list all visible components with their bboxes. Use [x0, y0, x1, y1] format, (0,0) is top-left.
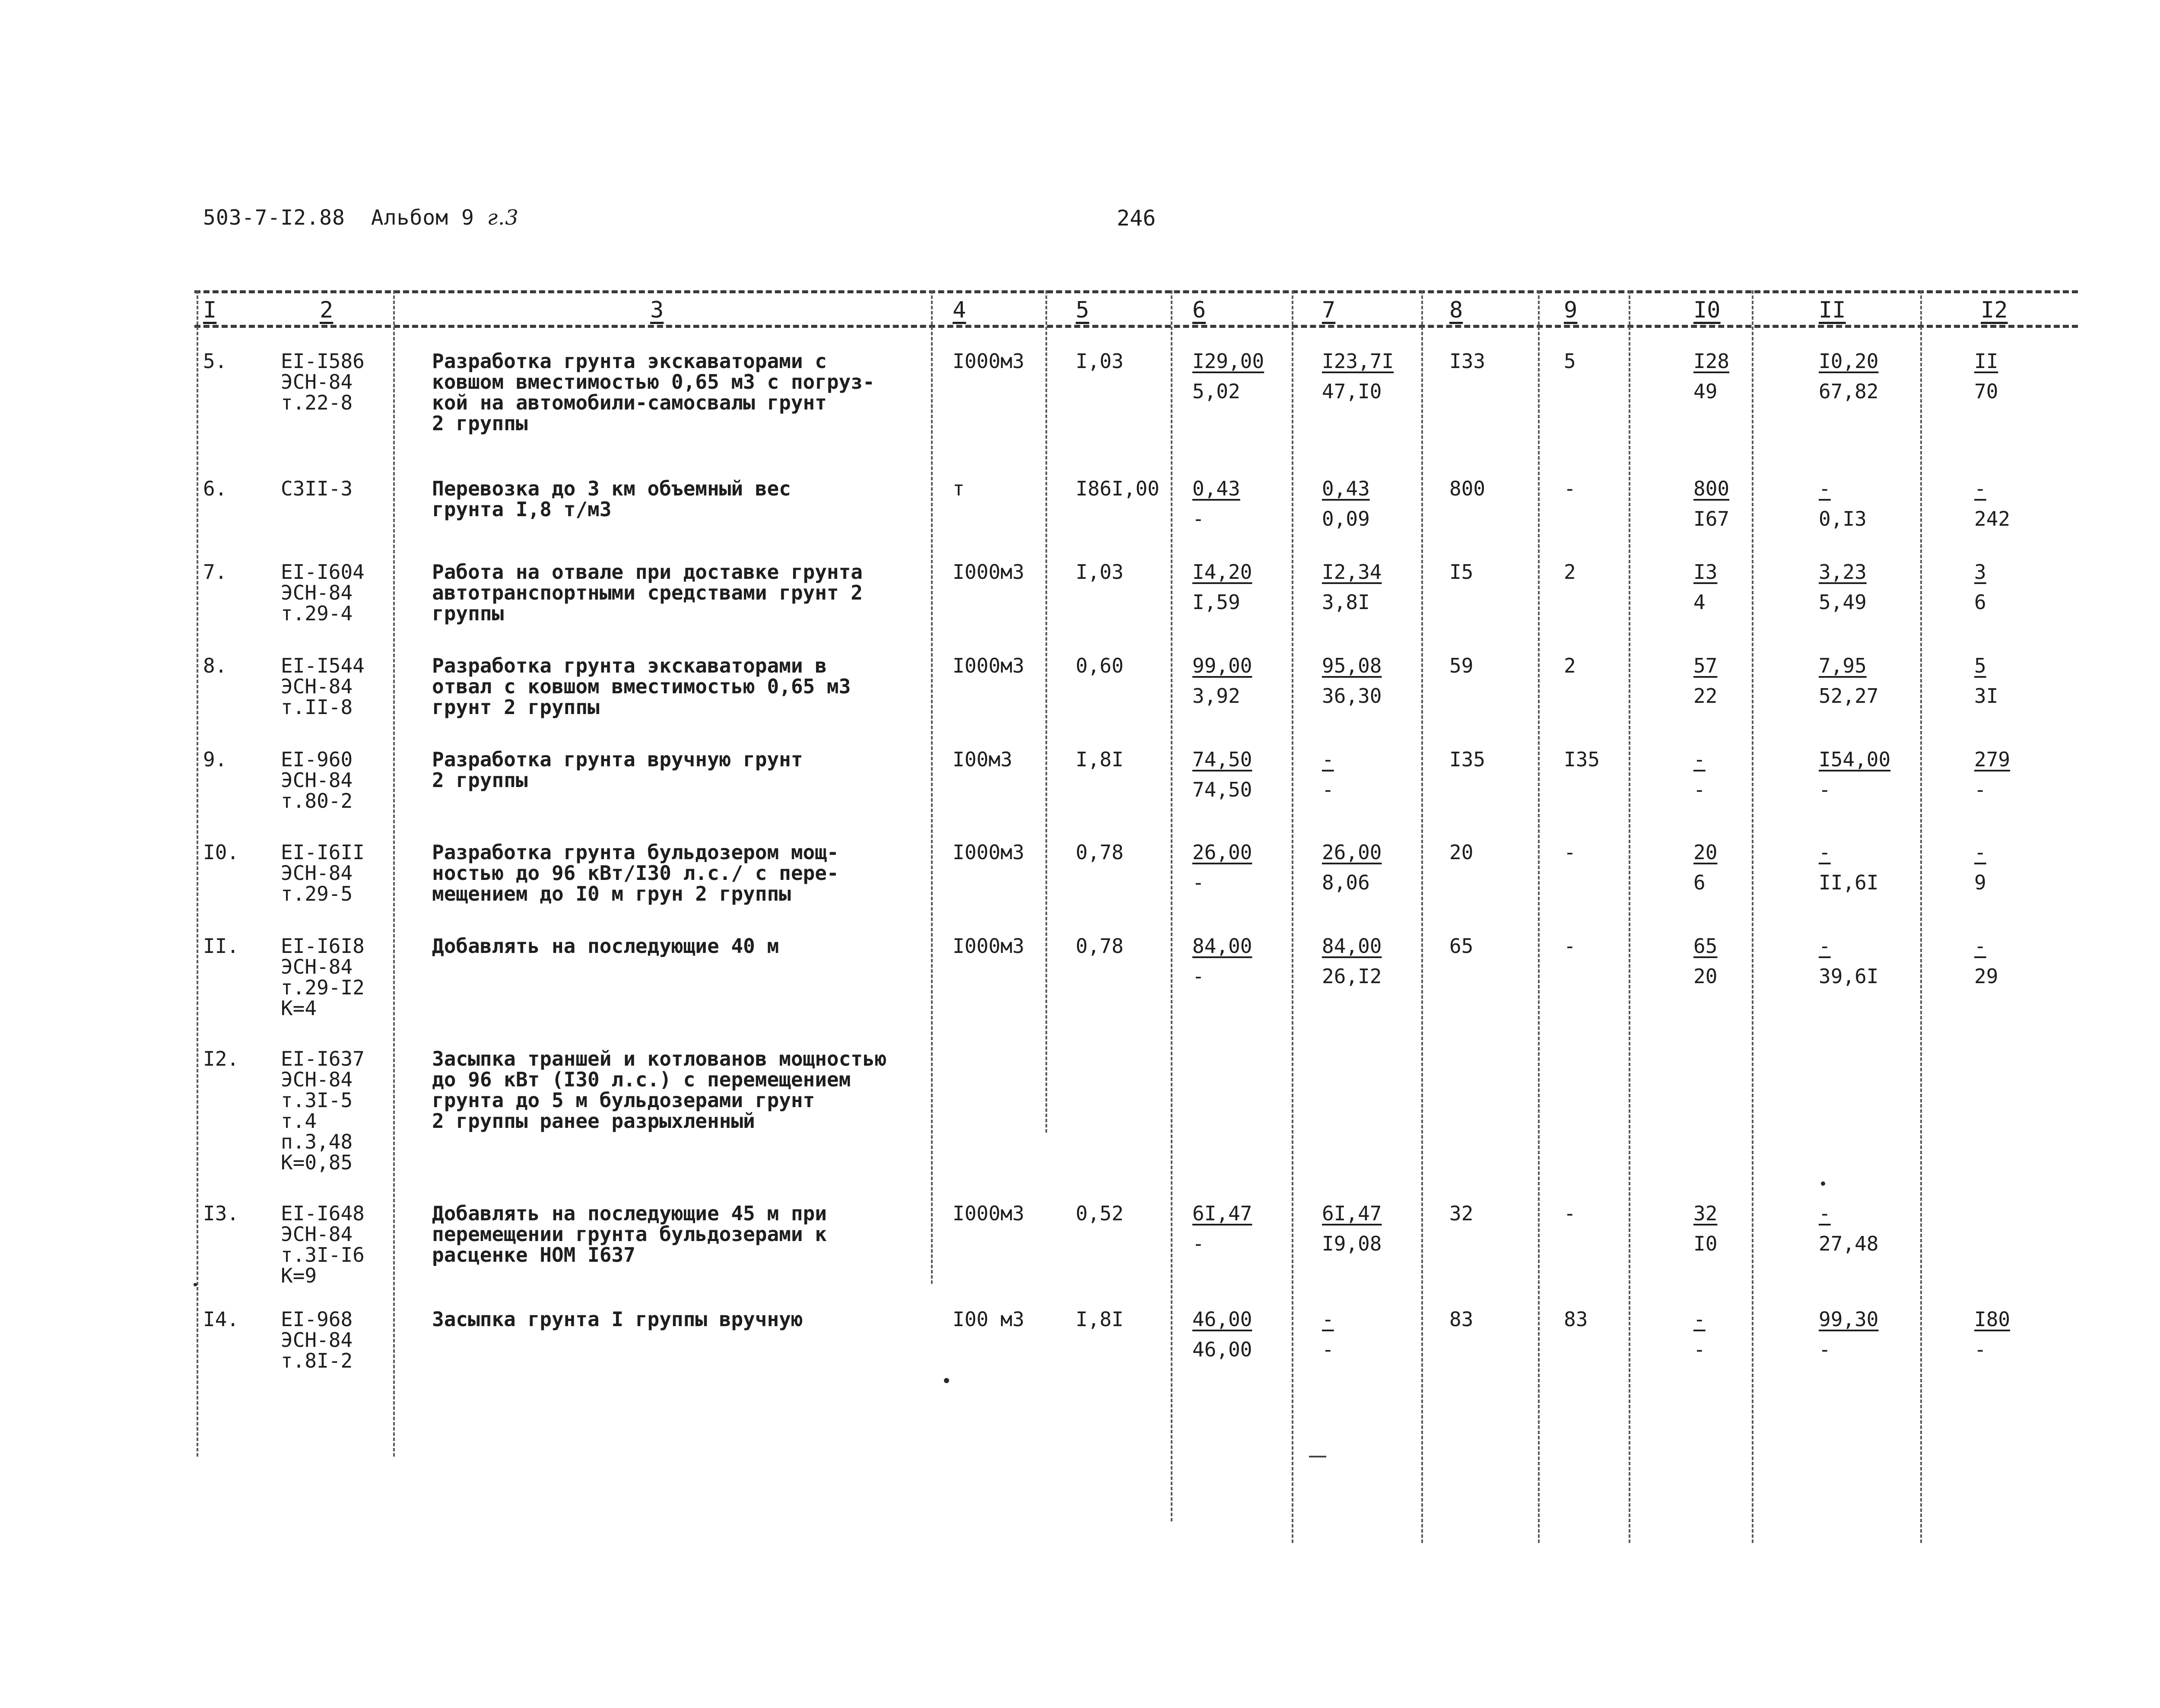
row-number: I0. [203, 841, 239, 864]
row-number: II. [203, 934, 239, 958]
row-number: 5. [203, 349, 227, 373]
col-divider [931, 290, 933, 1284]
column-number: I [203, 297, 217, 323]
norm-code: EI-968 ЭСН-84 т.8I-2 [281, 1308, 353, 1372]
col-divider [1629, 290, 1630, 1543]
top-rule [194, 290, 2078, 293]
col-divider [197, 290, 198, 1457]
work-description: Разработка грунта бульдозером мощ- ностью до 96 кВт/I30 л.с./ с пере- мещением до I0 м грун 2 группы [432, 841, 839, 905]
value-col12: - 29 [1974, 934, 1998, 988]
norm-code: EI-I544 ЭСН-84 т.II-8 [281, 654, 365, 719]
unit: I000м3 [953, 654, 1025, 677]
col-divider [1045, 290, 1047, 1133]
value-col8: 83 [1449, 1308, 1474, 1331]
cost-col6: I29,00 5,02 [1192, 349, 1264, 403]
value-col12: 279 - [1974, 748, 2011, 801]
cost-col6: 46,00 46,00 [1192, 1308, 1252, 1361]
value-col9: - [1564, 1202, 1576, 1225]
work-description: Засыпка грунта I группы вручную [432, 1308, 803, 1331]
value-col11: - 0,I3 [1819, 477, 1867, 530]
col-divider [1752, 290, 1753, 1543]
value-col10: I28 49 [1693, 349, 1730, 403]
norm-code: EI-I604 ЭСН-84 т.29-4 [281, 560, 365, 625]
row-number: I3. [203, 1202, 239, 1225]
unit: I000м3 [953, 934, 1025, 958]
value-col9: I35 [1564, 748, 1600, 771]
col-divider [1292, 290, 1293, 1543]
header-rule [194, 325, 2078, 328]
value-col9: 2 [1564, 654, 1576, 677]
column-number: 4 [953, 297, 966, 323]
cost-col6: 84,00 - [1192, 934, 1252, 988]
cost-col6: 26,00 - [1192, 841, 1252, 894]
row-number: I4. [203, 1308, 239, 1331]
value-col12: - 9 [1974, 841, 1986, 894]
row-number: 9. [203, 748, 227, 771]
value-col8: 59 [1449, 654, 1474, 677]
value-col12: II 70 [1974, 349, 1998, 403]
cost-col6: 74,50 74,50 [1192, 748, 1252, 801]
unit: т [953, 477, 965, 500]
quantity: I86I,00 [1076, 477, 1159, 500]
value-col8: 800 [1449, 477, 1486, 500]
work-description: Разработка грунта экскаваторами в отвал с ковшом вместимостью 0,65 м3 грунт 2 группы [432, 654, 851, 719]
norm-code: EI-I637 ЭСН-84 т.3I-5 т.4 п.3,48 К=0,85 [281, 1047, 365, 1174]
value-col11: I54,00 - [1819, 748, 1891, 801]
norm-code: EI-I648 ЭСН-84 т.3I-I6 К=9 [281, 1202, 365, 1287]
value-col10: - - [1693, 748, 1706, 801]
cost-col7: 84,00 26,I2 [1322, 934, 1382, 988]
value-col9: 2 [1564, 560, 1576, 584]
value-col11: - II,6I [1819, 841, 1879, 894]
value-col10: 32 I0 [1693, 1202, 1718, 1255]
value-col9: 83 [1564, 1308, 1588, 1331]
unit: I000м3 [953, 841, 1025, 864]
value-col8: I33 [1449, 349, 1486, 373]
value-col11: 3,23 5,49 [1819, 560, 1867, 614]
value-col9: - [1564, 934, 1576, 958]
quantity: 0,78 [1076, 841, 1124, 864]
work-description: Добавлять на последующие 45 м при перемещении грунта бульдозерами к расценке НОМ I637 [432, 1202, 827, 1267]
work-description: Разработка грунта вручную грунт 2 группы [432, 748, 803, 792]
value-col10: - - [1693, 1308, 1706, 1361]
column-number: I2 [1981, 297, 2008, 323]
value-col11: - 27,48 [1819, 1202, 1879, 1255]
col-divider [1421, 290, 1423, 1543]
album-handwritten-note: г.3 [487, 206, 519, 230]
col-divider [1538, 290, 1540, 1543]
cost-col7: - - [1322, 748, 1334, 801]
column-number: 6 [1192, 297, 1206, 323]
value-col12: - 242 [1974, 477, 2011, 530]
doc-code: 503-7-I2.88 [203, 206, 345, 230]
page-number: 246 [1117, 206, 1156, 231]
col-divider [1171, 290, 1172, 1521]
quantity: I,8I [1076, 748, 1124, 771]
value-col11: - 39,6I [1819, 934, 1879, 988]
column-number: 9 [1564, 297, 1578, 323]
value-col9: - [1564, 841, 1576, 864]
document-code [203, 206, 519, 230]
row-number: 8. [203, 654, 227, 677]
cost-col6: 99,00 3,92 [1192, 654, 1252, 708]
quantity: 0,78 [1076, 934, 1124, 958]
work-description: Засыпка траншей и котлованов мощностью до 96 кВт (I30 л.с.) с перемещением грунта до 5 м бульдозерами грунт 2 группы ранее разрыхленный [432, 1047, 887, 1133]
cost-col6: I4,20 I,59 [1192, 560, 1252, 614]
value-col12: I80 - [1974, 1308, 2011, 1361]
row-number: 6. [203, 477, 227, 500]
value-col10: 57 22 [1693, 654, 1718, 708]
col-divider [393, 290, 395, 1457]
unit: I000м3 [953, 1202, 1025, 1225]
value-col10: I3 4 [1693, 560, 1718, 614]
quantity: 0,60 [1076, 654, 1124, 677]
unit: I000м3 [953, 349, 1025, 373]
value-col8: I5 [1449, 560, 1474, 584]
column-number: 7 [1322, 297, 1336, 323]
column-number: I0 [1693, 297, 1721, 323]
cost-col7: 6I,47 I9,08 [1322, 1202, 1382, 1255]
norm-code: EI-960 ЭСН-84 т.80-2 [281, 748, 353, 813]
cost-col7: 95,08 36,30 [1322, 654, 1382, 708]
ink-speck [1821, 1181, 1825, 1186]
ink-speck [194, 1283, 197, 1286]
unit: I000м3 [953, 560, 1025, 584]
cost-col7: - - [1322, 1308, 1334, 1361]
value-col10: 20 6 [1693, 841, 1718, 894]
quantity: 0,52 [1076, 1202, 1124, 1225]
column-number: 5 [1076, 297, 1090, 323]
value-col10: 800 I67 [1693, 477, 1730, 530]
value-col8: 65 [1449, 934, 1474, 958]
unit: I00 м3 [953, 1308, 1025, 1331]
unit: I00м3 [953, 748, 1013, 771]
work-description: Добавлять на последующие 40 м [432, 934, 779, 958]
value-col10: 65 20 [1693, 934, 1718, 988]
cost-col7: 0,43 0,09 [1322, 477, 1370, 530]
norm-code: EI-I6I8 ЭСН-84 т.29-I2 К=4 [281, 934, 365, 1020]
quantity: I,03 [1076, 560, 1124, 584]
work-description: Разработка грунта экскаваторами с ковшом вместимостью 0,65 м3 с погруз- кой на автомобили-самосвалы грунт 2 группы [432, 349, 875, 435]
value-col11: 99,30 - [1819, 1308, 1879, 1361]
cost-col7: I23,7I 47,I0 [1322, 349, 1394, 403]
row-number: 7. [203, 560, 227, 584]
value-col9: 5 [1564, 349, 1576, 373]
album-label: Альбом 9 [371, 206, 474, 230]
value-col12: 3 6 [1974, 560, 1986, 614]
norm-code: EI-I586 ЭСН-84 т.22-8 [281, 349, 365, 414]
quantity: I,03 [1076, 349, 1124, 373]
column-number: 2 [320, 297, 334, 323]
value-col8: I35 [1449, 748, 1486, 771]
value-col9: - [1564, 477, 1576, 500]
pencil-stroke [1309, 1456, 1326, 1457]
value-col12: 5 3I [1974, 654, 1998, 708]
ink-speck [944, 1378, 949, 1383]
col-divider [1920, 290, 1922, 1543]
column-number: II [1819, 297, 1846, 323]
work-description: Перевозка до 3 км объемный вес грунта I,8 т/м3 [432, 477, 791, 521]
value-col11: I0,20 67,82 [1819, 349, 1879, 403]
value-col8: 32 [1449, 1202, 1474, 1225]
work-description: Работа на отвале при доставке грунта автотранспортными средствами грунт 2 группы [432, 560, 863, 625]
cost-col7: I2,34 3,8I [1322, 560, 1382, 614]
cost-col6: 6I,47 - [1192, 1202, 1252, 1255]
value-col11: 7,95 52,27 [1819, 654, 1879, 708]
quantity: I,8I [1076, 1308, 1124, 1331]
value-col8: 20 [1449, 841, 1474, 864]
column-number: 3 [650, 297, 664, 323]
cost-col7: 26,00 8,06 [1322, 841, 1382, 894]
norm-code: C3II-3 [281, 477, 353, 500]
column-number: 8 [1449, 297, 1463, 323]
row-number: I2. [203, 1047, 239, 1070]
norm-code: EI-I6II ЭСН-84 т.29-5 [281, 841, 365, 905]
cost-col6: 0,43 - [1192, 477, 1240, 530]
